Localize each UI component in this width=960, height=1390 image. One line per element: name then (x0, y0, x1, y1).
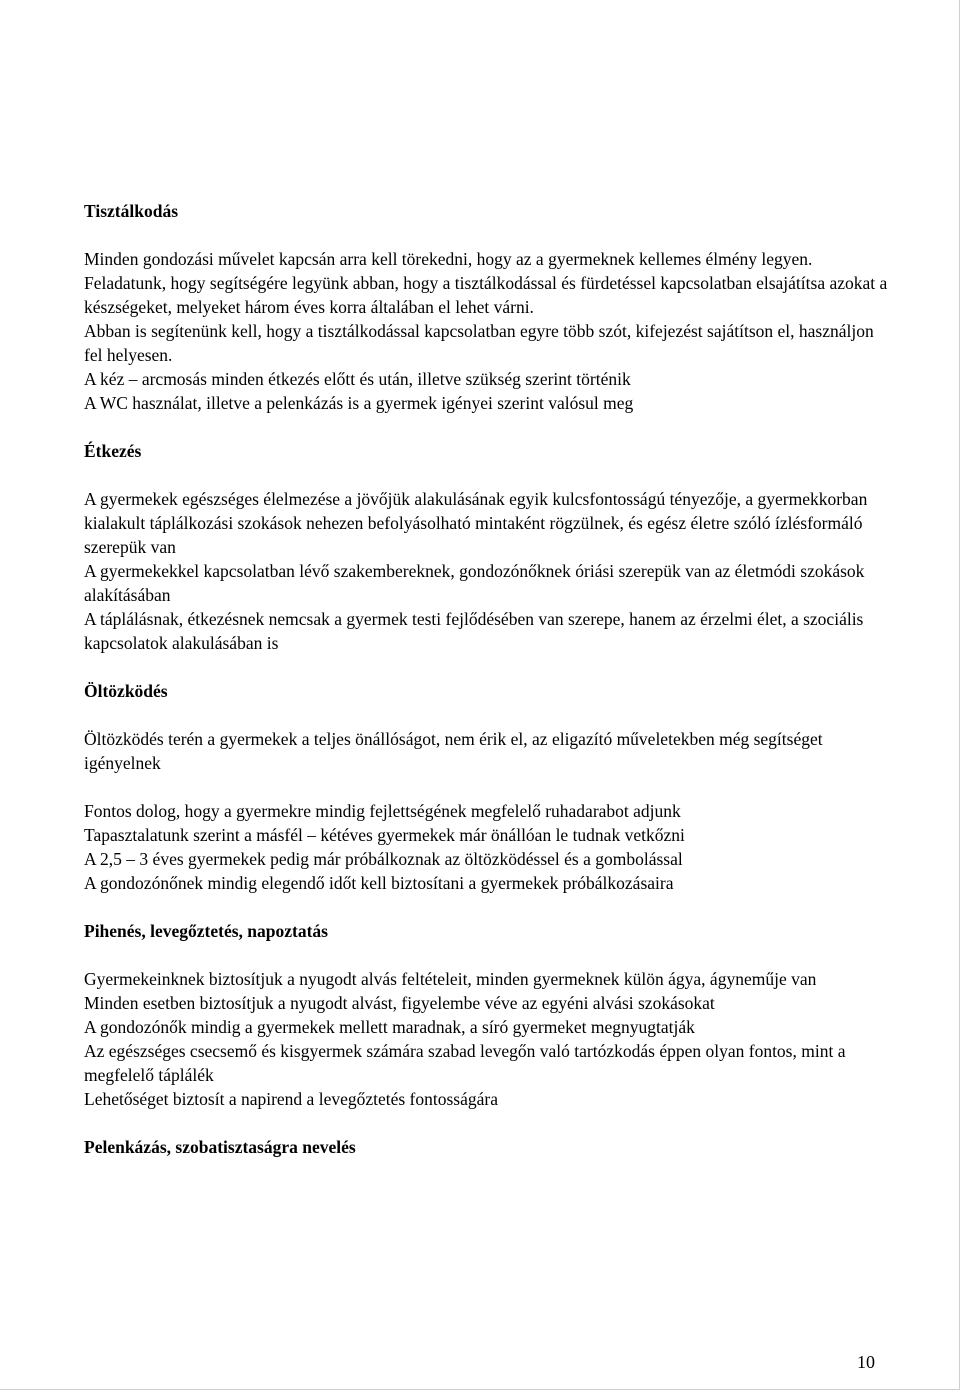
page-number: 10 (857, 1352, 875, 1372)
paragraph-line: A gondozónőnek mindig elegendő időt kell biztosítani a gyermekek próbálkozásaira (84, 873, 674, 893)
paragraph-line: Minden esetben biztosítjuk a nyugodt alvást, figyelembe véve az egyéni alvási szokásokat (84, 993, 715, 1013)
paragraph-line: Minden gondozási művelet kapcsán arra kell törekedni, hogy az a gyermeknek kellemes élmény legyen. (84, 249, 813, 269)
paragraph-line: A gyermekek egészséges élelmezése a jövőjük alakulásának egyik kulcsfontosságú tényezője, a gyermekkorban kialakult táplálkozási szokások nehezen befolyásolható mintaként rögzülnek, és egész életre szóló ízlésformáló szerepük van (84, 489, 868, 557)
paragraph-line: Fontos dolog, hogy a gyermekre mindig fejlettségének megfelelő ruhadarabot adjunk (84, 801, 681, 821)
section-heading-tisztalkodas: Tisztálkodás (84, 201, 179, 221)
section-heading-pelenkazas: Pelenkázás, szobatisztaságra nevelés (84, 1137, 356, 1157)
paragraph-line: A 2,5 – 3 éves gyermekek pedig már próbálkoznak az öltözködéssel és a gombolással (84, 849, 683, 869)
paragraph-line: Lehetőséget biztosít a napirend a levegőztetés fontosságára (84, 1089, 499, 1109)
section-heading-oltozkodes: Öltözködés (84, 681, 168, 701)
paragraph-line: A kéz – arcmosás minden étkezés előtt és után, illetve szükség szerint történik (84, 369, 631, 389)
paragraph-line: Gyermekeinknek biztosítjuk a nyugodt alvás feltételeit, minden gyermeknek külön ágya, ágyneműje van (84, 969, 817, 989)
paragraph-line: Öltözködés terén a gyermekek a teljes önállóságot, nem érik el, az eligazító műveletekben még segítséget igényelnek (84, 729, 823, 773)
section-heading-pihenes: Pihenés, levegőztetés, napoztatás (84, 921, 328, 941)
paragraph-line: A táplálásnak, étkezésnek nemcsak a gyermek testi fejlődésében van szerepe, hanem az érzelmi élet, a szociális kapcsolatok alakulásában is (84, 609, 864, 653)
paragraph-line: A WC használat, illetve a pelenkázás is a gyermek igényei szerint valósul meg (84, 393, 634, 413)
page-content (84, 199, 894, 1159)
paragraph-line: Abban is segítenünk kell, hogy a tisztálkodással kapcsolatban egyre több szót, kifejezést sajátítson el, használjon fel helyesen. (84, 321, 874, 365)
paragraph-line: A gondozónők mindig a gyermekek mellett maradnak, a síró gyermeket megnyugtatják (84, 1017, 695, 1037)
paragraph-line: Tapasztalatunk szerint a másfél – kétéves gyermekek már önállóan le tudnak vetkőzni (84, 825, 685, 845)
section-heading-etkezes: Étkezés (84, 441, 142, 461)
paragraph-line: A gyermekekkel kapcsolatban lévő szakembereknek, gondozónőknek óriási szerepük van az életmódi szokások alakításában (84, 561, 865, 605)
paragraph-line: Az egészséges csecsemő és kisgyermek számára szabad levegőn való tartózkodás éppen olyan fontos, mint a megfelelő táplálék (84, 1041, 846, 1085)
paragraph-line: Feladatunk, hogy segítségére legyünk abban, hogy a tisztálkodással és fürdetéssel kapcsolatban elsajátítsa azokat a készségeket, melyeket három éves korra általában el lehet várni. (84, 273, 888, 317)
